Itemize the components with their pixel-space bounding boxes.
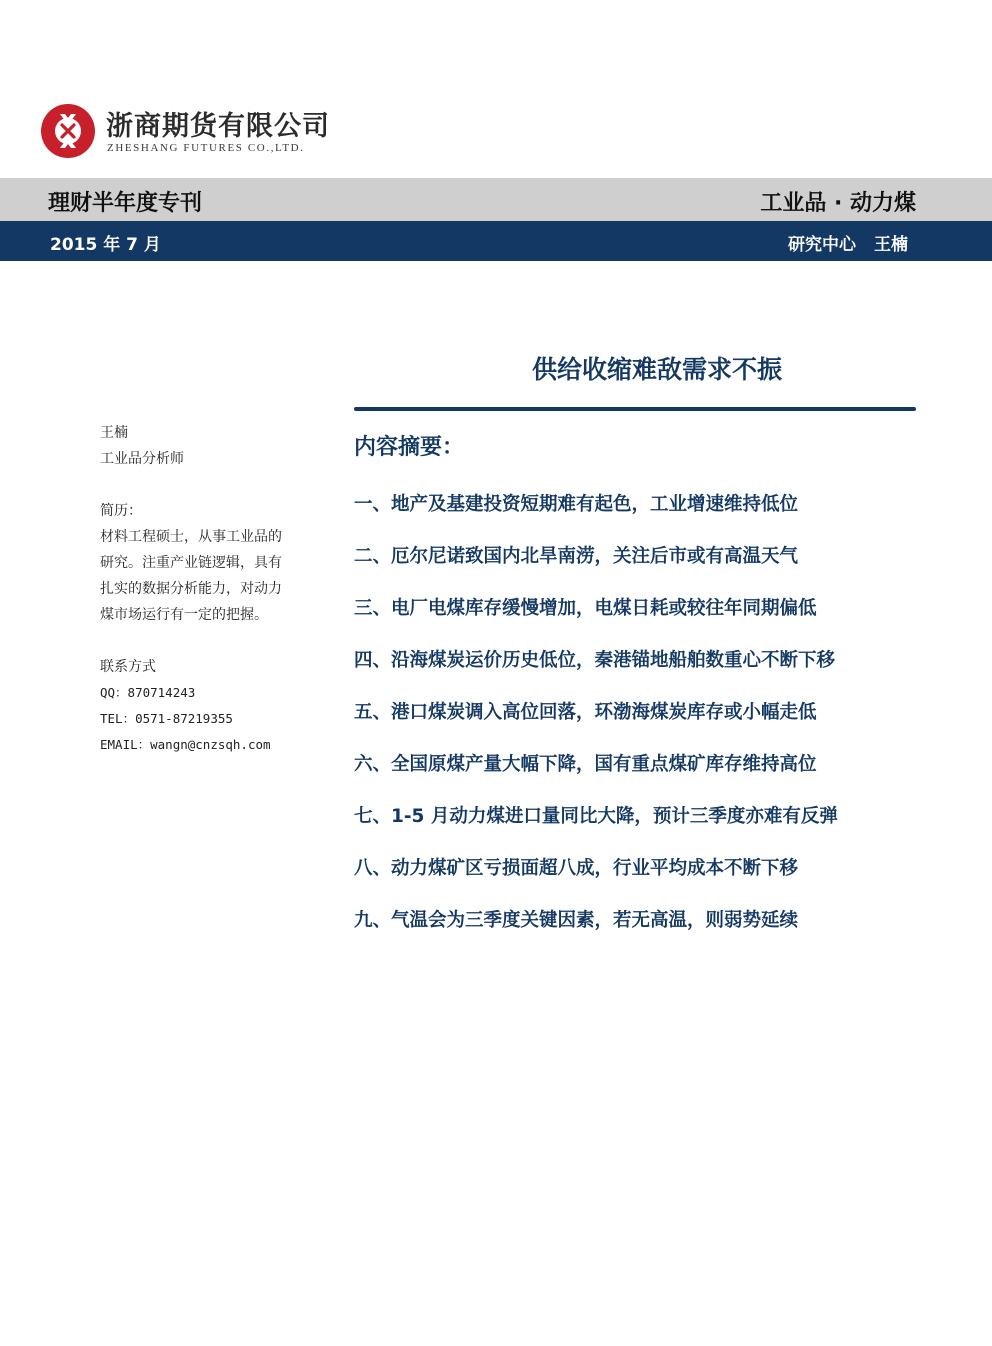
abstract-heading: 内容摘要：	[354, 435, 465, 460]
abstract-item: 一、地产及基建投资短期难有起色，工业增速维持低位	[354, 494, 799, 515]
report-category: 工业品 · 动力煤	[760, 191, 916, 216]
abstract-list	[354, 490, 838, 958]
publication-name: 理财半年度专刊	[48, 191, 203, 216]
abstract-item: 三、电厂电煤库存缓慢增加，电煤日耗或较往年同期偏低	[354, 598, 817, 619]
analyst-role: 工业品分析师	[100, 451, 184, 467]
zheshang-logo-icon	[40, 103, 96, 159]
author-info	[788, 230, 908, 255]
publication-band	[0, 178, 992, 221]
report-date: 2015 年 7 月	[50, 235, 161, 255]
title-divider	[354, 407, 916, 411]
resume-line: 研究。注重产业链逻辑，具有	[100, 555, 282, 571]
abstract-item: 四、沿海煤炭运价历史低位，秦港锚地船舶数重心不断下移	[354, 650, 836, 671]
report-title	[354, 350, 940, 386]
contact-tel: TEL：0571-87219355	[100, 711, 233, 726]
resume-line: 扎实的数据分析能力，对动力	[100, 581, 282, 597]
analyst-sidebar	[100, 420, 310, 758]
abstract-item: 八、动力煤矿区亏损面超八成，行业平均成本不断下移	[354, 858, 799, 879]
company-logo	[40, 100, 340, 160]
analyst-name: 王楠	[100, 425, 128, 441]
resume-line: 煤市场运行有一定的把握。	[100, 607, 268, 623]
abstract-item: 九、气温会为三季度关键因素，若无高温，则弱势延续	[354, 910, 799, 931]
author-name: 王楠	[874, 235, 908, 255]
abstract-item: 二、厄尔尼诺致国内北旱南涝，关注后市或有高温天气	[354, 546, 799, 567]
resume-line: 材料工程硕士，从事工业品的	[100, 529, 282, 545]
company-name-cn: 浙商期货有限公司	[106, 111, 330, 142]
contact-email[interactable]: EMAIL：wangn@cnzsqh.com	[100, 737, 271, 752]
report-title-text: 供给收缩难敌需求不振	[531, 355, 782, 384]
date-author-band	[0, 221, 992, 261]
contact-label: 联系方式	[100, 659, 156, 675]
abstract-item: 七、1-5 月动力煤进口量同比大降，预计三季度亦难有反弹	[354, 806, 838, 827]
company-name-en: ZHESHANG FUTURES CO.,LTD.	[107, 142, 305, 154]
contact-qq: QQ：870714243	[100, 685, 196, 700]
abstract-item: 五、港口煤炭调入高位回落，环渤海煤炭库存或小幅走低	[354, 702, 817, 723]
abstract-item: 六、全国原煤产量大幅下降，国有重点煤矿库存维持高位	[354, 754, 817, 775]
department: 研究中心	[788, 235, 856, 255]
resume-label: 简历：	[100, 503, 142, 519]
